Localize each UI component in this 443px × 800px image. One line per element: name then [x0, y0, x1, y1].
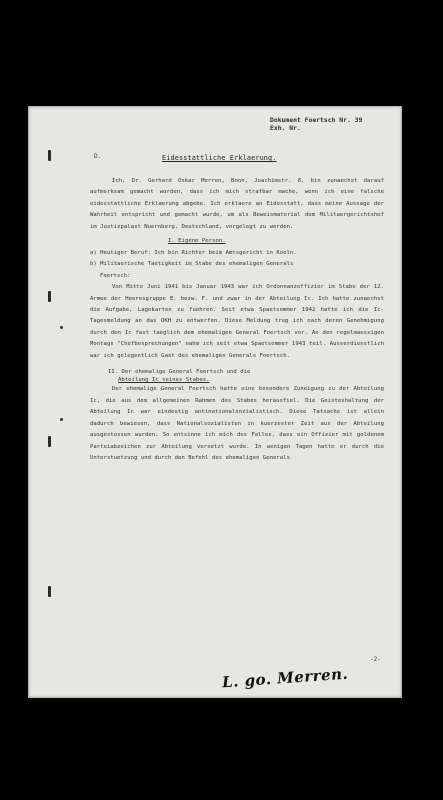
punch-hole-mark [48, 150, 51, 161]
section-heading-1: I. Eigene Person. [168, 238, 226, 245]
document-title: Eidesstattliche Erklaerung. [162, 154, 277, 162]
service-paragraph: Von Mitte Juni 1941 bis Januar 1943 war ich Ordonnanzoffizier im Stabe der 12. Armee der Heeresgruppe E. bezw. F. und zwar in der Abteilung Ic. Ich hatte zunaechst die Aufgabe, Lagekarten zu fuehren. Seit etwa Spaetsommer 1942 hatte ich die Ic-Tagesmeldung an das OKH zu entwerfen. Diese Meldung trug ich nach deren Genehmigung durch den Ic fast taeglich dem ehemaligen General Foertsch vor. An den regelmaessigen Montags "Chefbesprechungen" nahm ich seit etwa Spaetsommer 1943 teil. Ausserdienstlich war ich gelegentlich Gast des ehemaligen Generals Foertsch. [90, 284, 384, 359]
page-number: -2- [370, 656, 381, 663]
signature: L. go. Merren. [221, 664, 349, 692]
document-id [270, 116, 362, 132]
scan-dot [60, 418, 63, 421]
item-b: b) Militaerische Taetigkeit im Stabe des ehemaligen Generals [90, 261, 294, 268]
scan-dot [60, 326, 63, 329]
section-heading-2-line1: II. Der ehemalige General Foertsch und die [108, 369, 251, 376]
document-page [28, 106, 402, 698]
exhibit-number: Exh. Nr. [270, 124, 301, 132]
page-marker: D. [94, 153, 102, 160]
item-b-continued: Foertsch: [100, 272, 131, 279]
punch-hole-mark [48, 436, 51, 447]
document-number: Dokument Foertsch Nr. 39 [270, 116, 363, 124]
intro-paragraph: Ich, Dr. Gerhard Oskar Merren, Bonn, Joachimstr. 8, bin zunaechst darauf aufmerksam gemacht worden, dass ich mich strafbar mache, wenn ich eine falsche eidesstattliche Erklaerung abgebe. Ich erklaere an Eidesstatt, dass meine Aussage der Wahrheit entspricht und gemacht wurde, um als Beweismaterial dem Militaergerichtshof im Justizpalast Nuernberg, Deutschland, vorgelegt zu werden. [90, 178, 384, 230]
item-a: a) Heutiger Beruf: Ich bin Richter beim Amtsgericht in Koeln. [90, 249, 297, 256]
punch-hole-mark [48, 291, 51, 302]
section-heading-2-line2: Abteilung Ic seines Stabes. [118, 377, 210, 384]
section-heading-2 [108, 368, 384, 384]
punch-hole-mark [48, 586, 51, 597]
document-body [90, 176, 384, 464]
abteilung-paragraph: Der ehemalige General Foertsch hatte eine besondere Zuneigung zu der Abteilung Ic, die aus dem allgemeinen Rahmen des Stabes herausfiel. Die Geisteshaltung der Abteilung Ic war eindeutig antinationalsozialistisch. Diese Tatsache ist allein dadurch bewiesen, dass Nationalsozialisten in kuerzester Zeit aus der Abteilung ausgestossen wurden. So entsinne ich mich des Falles, dass ein Offizier mit goldenem Parteiabzeichen zur Abteilung versetzt wurde. In wenigen Tagen hatte er durch die Unterstuetzung und durch den Befehl des ehemaligen Generals [90, 386, 384, 461]
